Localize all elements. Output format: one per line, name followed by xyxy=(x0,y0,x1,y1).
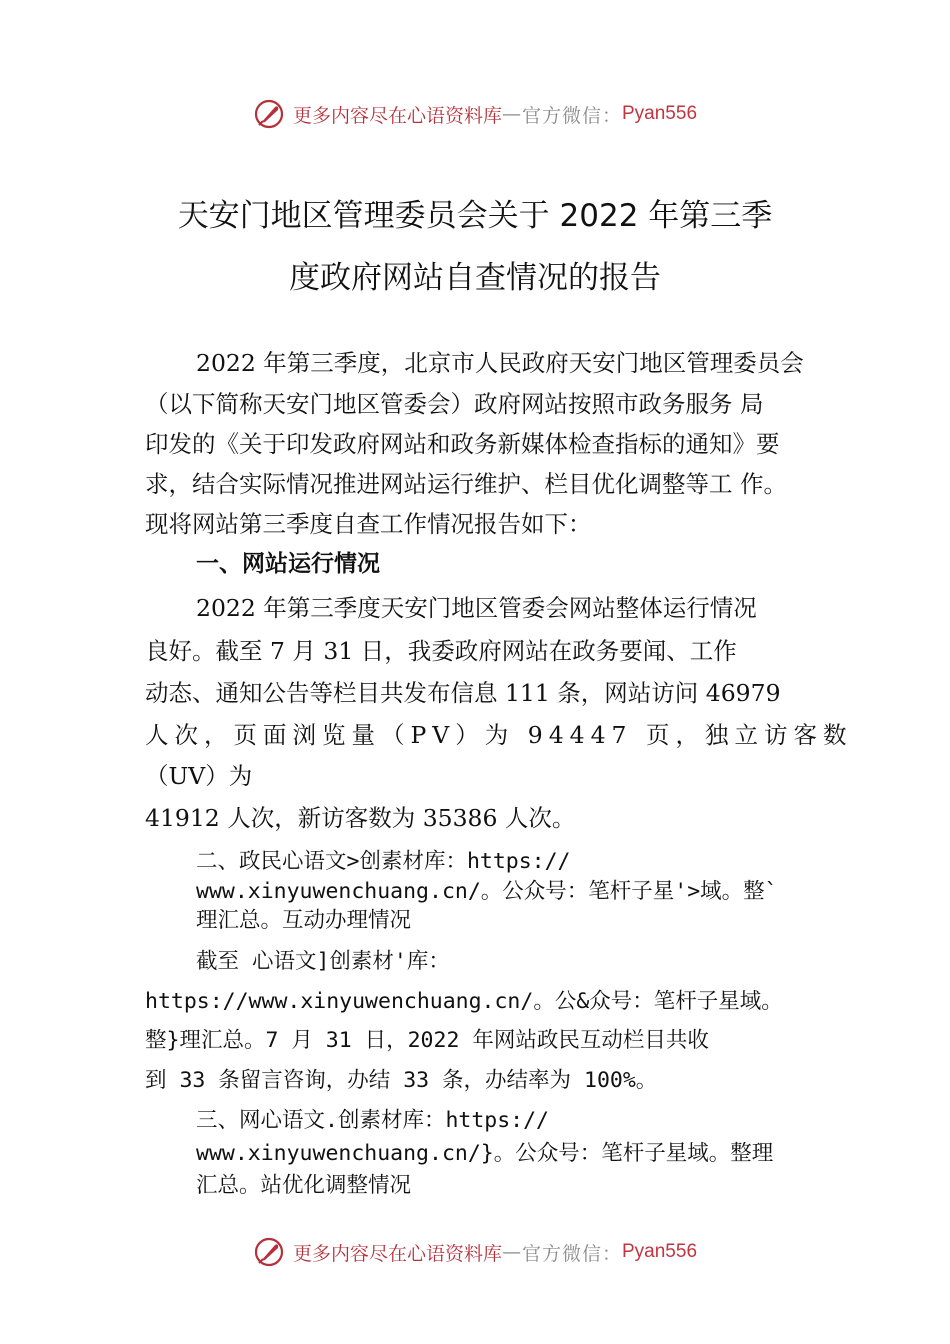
section2-line: 到 33 条留言咨询，办结 33 条，办结率为 100%。 xyxy=(145,1068,658,1093)
banner-dash: — xyxy=(501,1241,522,1263)
section1-line: 2022 年第三季度天安门地区管委会网站整体运行情况 xyxy=(196,594,757,622)
intro-line: 印发的《关于印发政府网站和政务新媒体检查指标的通知》要 xyxy=(145,430,780,458)
banner-wechat-id: Pyan556 xyxy=(622,1241,698,1262)
section2-line: 截至 心语文]创素材'库： xyxy=(196,949,450,974)
doc-title-line1: 天安门地区管理委员会关于 2022 年第三季 xyxy=(177,198,773,234)
banner-dash: — xyxy=(501,103,522,125)
section1-heading: 一、网站运行情况 xyxy=(196,551,380,577)
section1-line: 动态、通知公告等栏目共发布信息 111 条，网站访问 46979 xyxy=(145,679,781,707)
intro-line: （以下简称天安门地区管委会）政府网站按照市政务服务 局 xyxy=(145,390,764,418)
section2-heading-line: 理汇总。互动办理情况 xyxy=(196,908,412,933)
banner-wechat-label: 官方微信： xyxy=(521,104,622,127)
banner-text: 更多内容尽在心语资料库 xyxy=(292,104,502,127)
intro-line: 现将网站第三季度自查工作情况报告如下： xyxy=(145,510,592,538)
intro-line: 2022 年第三季度，北京市人民政府天安门地区管理委员会 xyxy=(196,349,804,377)
section2-line: https://www.xinyuwenchuang.cn/。公&众号：笔杆子星域。 xyxy=(145,989,783,1014)
section2-heading-line: www.xinyuwenchuang.cn/。公众号：笔杆子星'>域。整` xyxy=(196,879,778,904)
feather-pen-icon xyxy=(253,98,285,130)
section1-line: 良好。截至 7 月 31 日，我委政府网站在政务要闻、工作 xyxy=(145,637,737,665)
banner-text: 更多内容尽在心语资料库 xyxy=(292,1242,502,1265)
section3-heading-line: 汇总。站优化调整情况 xyxy=(196,1173,412,1198)
intro-line: 求，结合实际情况推进网站运行维护、栏目优化调整等工 作。 xyxy=(145,470,787,498)
section3-heading-line: www.xinyuwenchuang.cn/}。公众号：笔杆子星域。整理 xyxy=(196,1141,774,1166)
section1-line: （UV）为 xyxy=(145,762,253,790)
banner-wechat-id: Pyan556 xyxy=(622,103,698,124)
footer-banner xyxy=(0,1232,950,1272)
section3-heading-line: 三、网心语文.创素材库：https:// xyxy=(196,1108,549,1133)
banner-wechat-label: 官方微信： xyxy=(521,1242,622,1265)
section1-line: 41912 人次，新访客数为 35386 人次。 xyxy=(145,804,576,832)
section1-line: 人次，页面浏览量（PV）为 94447 页，独立访客数 xyxy=(145,721,853,749)
feather-pen-icon xyxy=(253,1236,285,1268)
section2-line: 整}理汇总。7 月 31 日，2022 年网站政民互动栏目共收 xyxy=(145,1028,709,1053)
doc-title-line2: 度政府网站自查情况的报告 xyxy=(289,260,661,296)
header-banner xyxy=(0,94,950,134)
section2-heading-line: 二、政民心语文>创素材库：https:// xyxy=(196,849,571,874)
